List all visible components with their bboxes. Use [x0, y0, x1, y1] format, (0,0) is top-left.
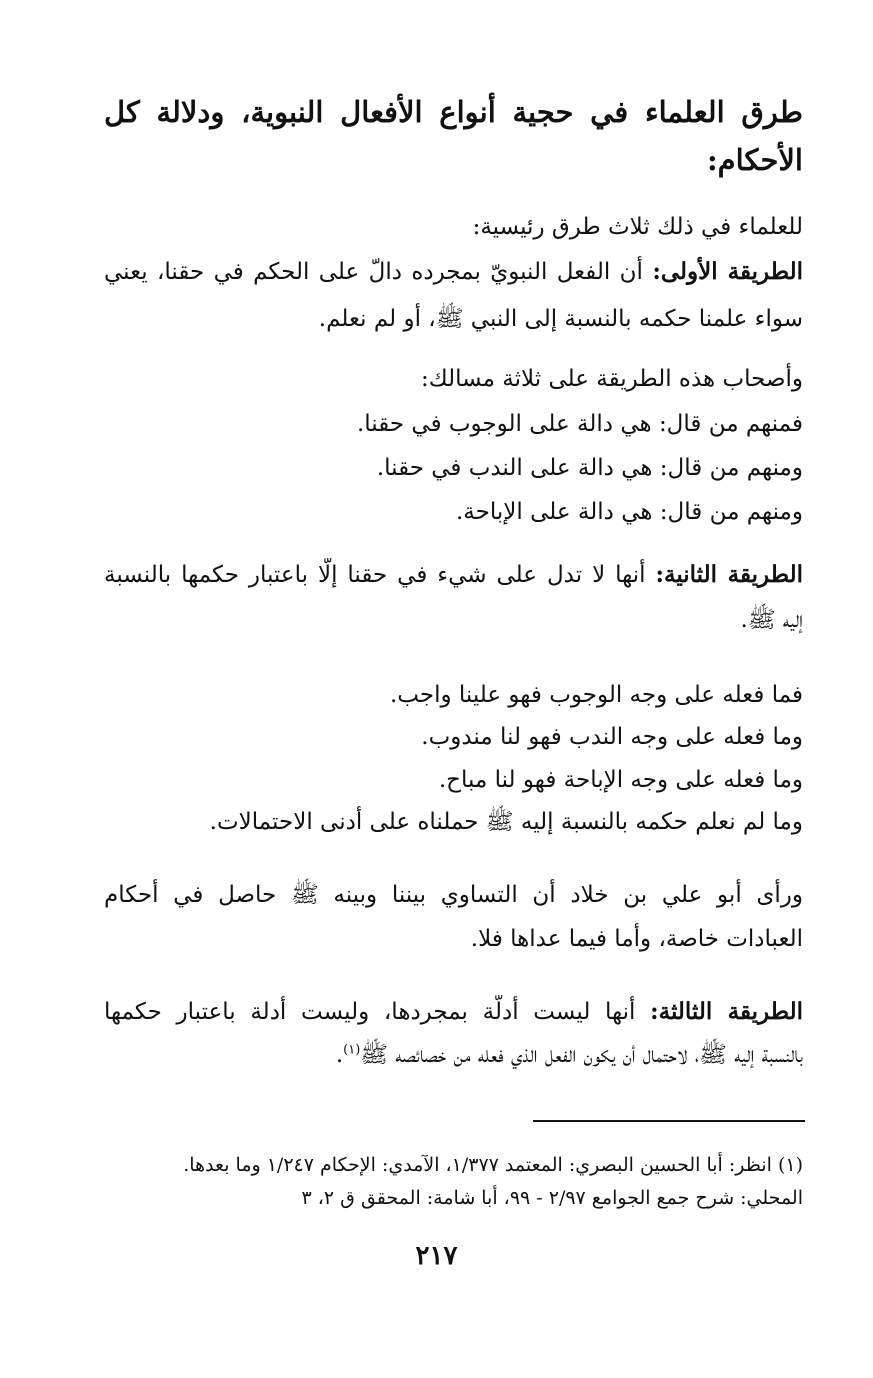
method-1-line-2: سواء علمنا حكمه بالنسبة إلى النبي ﷺ، أو لم نعلم.: [318, 306, 803, 332]
footnote-marker: (١): [343, 1042, 361, 1058]
method-1-text: أن الفعل النبويّ بمجرده دالّ على الحكم في حقنا، يعني: [104, 259, 643, 285]
footnote-line-2: المحلي: شرح جمع الجوامع ٢/٩٧ - ٩٩، أبا شامة: المحقق ق ٢، ٣: [301, 1187, 803, 1209]
paths-intro: وأصحاب هذه الطريقة على ثلاثة مسالك:: [420, 366, 803, 392]
case-1: فما فعله على وجه الوجوب فهو علينا واجب.: [389, 682, 803, 708]
path-item-3: ومنهم من قال: هي دالة على الإباحة.: [456, 499, 803, 525]
section-heading-line-1: طرق العلماء في حجية أنواع الأفعال النبوية، ودلالة كل: [104, 95, 803, 129]
footnote-divider: [533, 1120, 805, 1122]
case-2: وما فعله على وجه الندب فهو لنا مندوب.: [421, 724, 803, 750]
intro-text: للعلماء في ذلك ثلاث طرق رئيسية:: [472, 214, 803, 240]
section-heading-line-2: الأحكام:: [706, 143, 803, 177]
method-3-text: أنها ليست أدلّة بمجردها، وليست أدلة باعتبار حكمها: [104, 999, 636, 1025]
method-1-line-1: [104, 255, 803, 289]
method-3-line-2: [336, 1038, 803, 1072]
ibn-khallad-line-1: ورأى أبو علي بن خلاد أن التساوي بيننا وبينه ﷺ حاصل في أحكام: [104, 882, 803, 908]
footnote-line-1: (١) انظر: أبا الحسين البصري: المعتمد ١/٣٧٧، الآمدي: الإحكام ١/٢٤٧ وما بعدها.: [183, 1154, 803, 1176]
method-3-line-1: [104, 995, 803, 1029]
method-2-label: الطريقة الثانية:: [655, 561, 803, 588]
path-item-2: ومنهم من قال: هي دالة على الندب في حقنا.: [376, 455, 803, 481]
ibn-khallad-line-2: العبادات خاصة، وأما فيما عداها فلا.: [470, 926, 803, 952]
method-2-line-2: إليه ﷺ.: [740, 607, 803, 633]
method-2-text: أنها لا تدل على شيء في حقنا إلّا باعتبار حكمها بالنسبة: [104, 562, 646, 588]
path-item-1: فمنهم من قال: هي دالة على الوجوب في حقنا.: [356, 411, 803, 437]
case-3: وما فعله على وجه الإباحة فهو لنا مباح.: [438, 767, 803, 793]
method-3-text-2: بالنسبة إليه ﷺ، لاحتمال أن يكون الفعل الذي فعله من خصائصه ﷺ: [360, 1042, 803, 1068]
method-3-label: الطريقة الثالثة:: [650, 998, 803, 1025]
method-1-label: الطريقة الأولى:: [652, 258, 803, 285]
method-2-line-1: [104, 558, 803, 592]
method-3-period: .: [335, 1042, 344, 1068]
case-4: وما لم نعلم حكمه بالنسبة إليه ﷺ حملناه على أدنى الاحتمالات.: [209, 809, 803, 835]
page-number: ٢١٧: [415, 1241, 458, 1271]
